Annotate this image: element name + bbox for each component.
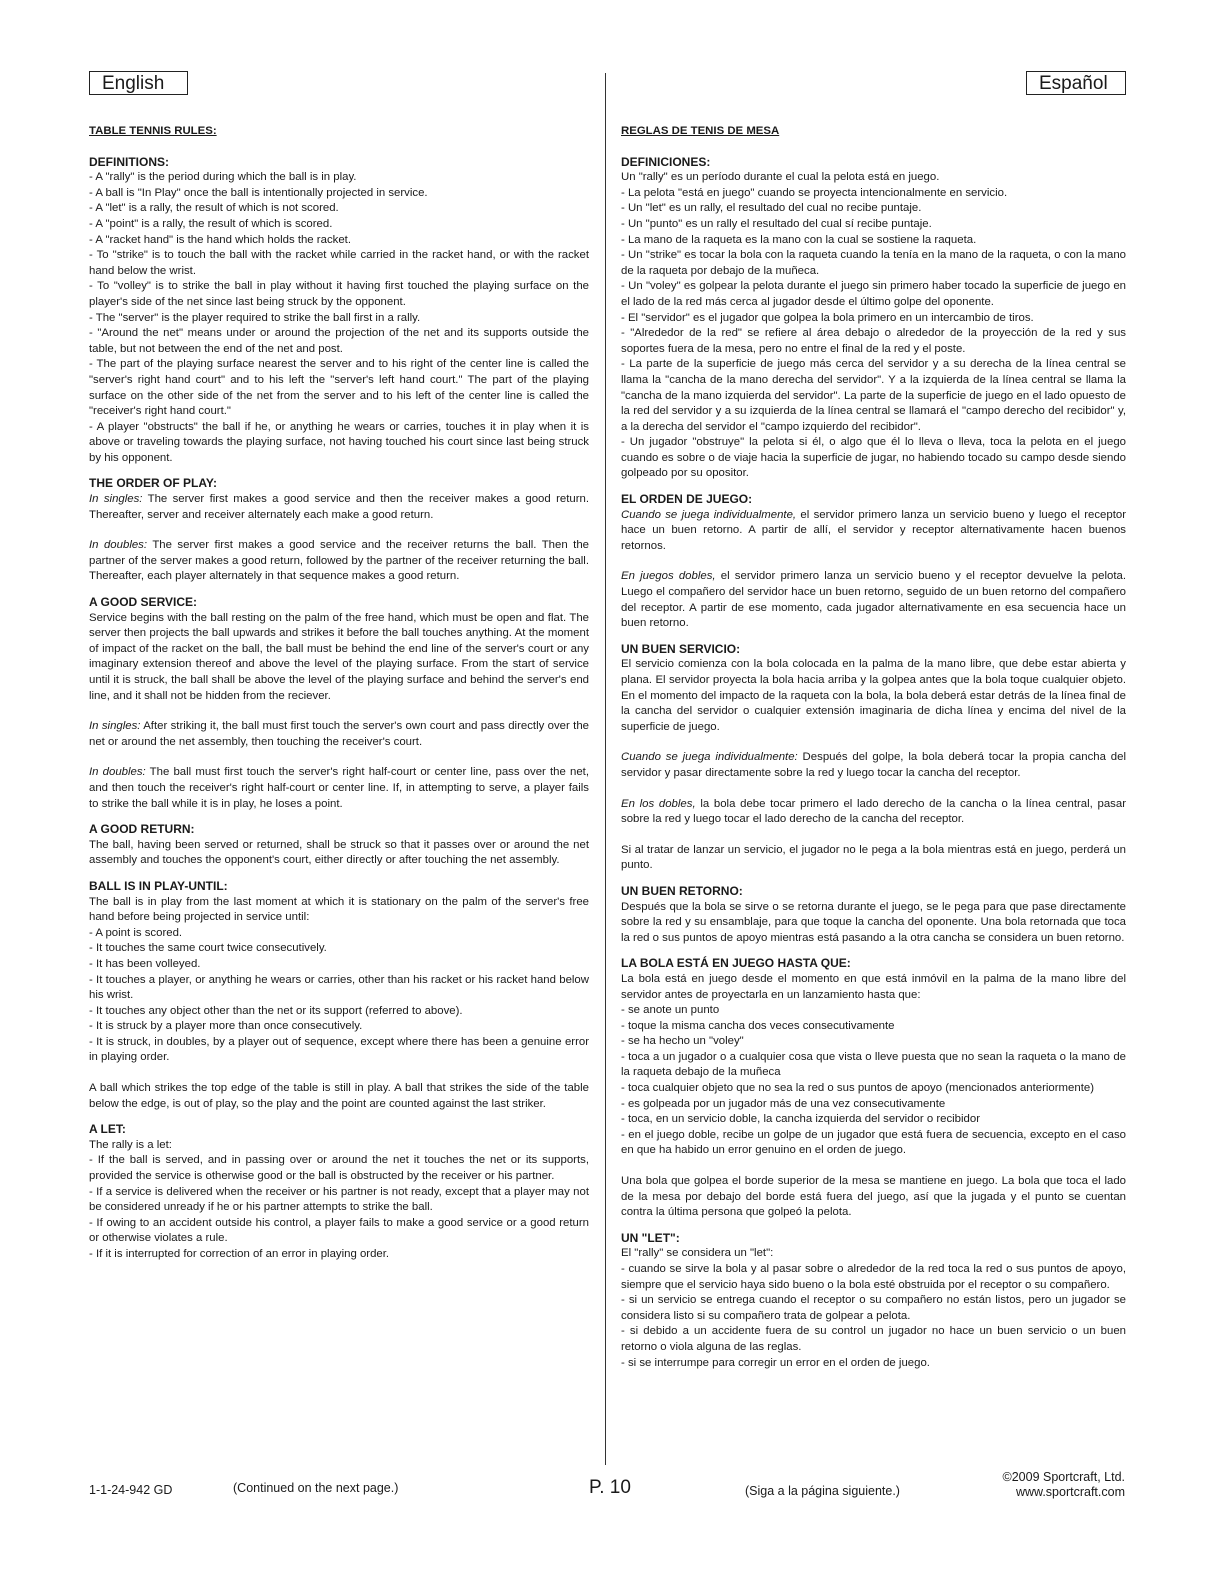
lead-text: el servidor primero lanza un servicio bueno y el receptor devuelve la pelota. Luego el compañero del servidor hace un buen retorno, seguido de un buen retorno del compañero del receptor. A partir de ese momento, cada jugador alternativamente en esa secuencia hace un buen retorno. (621, 570, 1126, 630)
text-line: Service begins with the ball resting on the palm of the free hand, which must be open and flat. The server then projects the ball upwards and strikes it before the ball touches anything. At the moment of impact of the racket on the ball, the ball must be behind the end line of the server's court or any imaginary extension thereof and above the level of the playing surface. From the start of service until it is struck, the ball shall be above the level of the playing surface and behind the server's end line, and it shall not be hidden from the reciever. (89, 611, 589, 702)
paragraph (621, 170, 1126, 482)
text-line: - It touches the same court twice consecutively. (89, 942, 327, 955)
page-number: P. 10 (589, 1477, 631, 1498)
section-heading: A LET: (89, 1122, 126, 1137)
italic-lead: Cuando se juega individualmente: (621, 751, 798, 764)
paragraph (89, 895, 589, 1067)
section (89, 822, 589, 869)
text-line: - A point is scored. (89, 926, 183, 939)
section-heading: UN "LET": (621, 1230, 680, 1245)
paragraph (89, 611, 589, 705)
section-heading: THE ORDER OF PLAY: (89, 476, 218, 491)
text-line: - La mano de la raqueta es la mano con la cual se sostiene la raqueta. (621, 233, 977, 246)
text-line: - Un jugador "obstruye" la pelota si él, o algo que él lo lleva o lleva, toca la pelota en el juego cuando es sobre o de viaje hacia la superficie de jugar, no habiendo tocado su campo desde siendo golpeado por su opositor. (621, 436, 1126, 480)
paragraph (89, 838, 589, 869)
text-line: - If it is interrupted for correction of an error in playing order. (89, 1248, 390, 1260)
text-line: - toca a un jugador o a cualquier cosa que vista o lleve puesta que no sean la raqueta o la mano de la raqueta debajo de la muñeca (621, 1050, 1126, 1079)
text-line (621, 750, 1126, 781)
italic-lead: Cuando se juega individualmente, (621, 508, 797, 521)
section (89, 879, 589, 1112)
paragraph (621, 1174, 1126, 1221)
section (89, 155, 589, 467)
text-line: - Un "strike" es tocar la bola con la raqueta cuando la tenía en la mano de la raqueta, o con la mano de la raqueta por debajo de la muñeca. (621, 249, 1126, 277)
text-line: - The part of the playing surface nearest the server and to his right of the center line is called the "server's right hand court" and to his left the "server's left hand court." The part of the playing surface on the other side of the net from the server and to his left of the center line is called the "receiver's right hand court." (89, 358, 589, 418)
text-line: - si un servicio se entrega cuando el receptor o su compañero no están listos, pero un jugador se considera listo si su compañero trata de golpear a pelota. (621, 1294, 1126, 1322)
text-line: - If owing to an accident outside his control, a player fails to make a good service or a good return or otherwise violates a rule. (89, 1216, 589, 1245)
text-line: - A player "obstructs" the ball if he, or anything he wears or carries, touches it in play when it is above or traveling towards the playing surface, not having touched his court since last being struck by his opponent. (89, 420, 589, 464)
section (621, 956, 1126, 1221)
text-line: Si al tratar de lanzar un servicio, el jugador no le pega a la bola mientras está en juego, perderá un punto. (621, 843, 1126, 872)
text-line: - "Around the net" means under or around the projection of the net and its supports outside the table, but not between the end of the net and post. (89, 327, 589, 355)
lead-text: Después del golpe, la bola deberá tocar la propia cancha del servidor y pasar directamente sobre la red y luego tocar la cancha del receptor. (621, 751, 1126, 779)
text-line: - A "let" is a rally, the result of which is not scored. (89, 202, 339, 215)
section-heading: UN BUEN RETORNO: (621, 883, 743, 898)
continued-note-spanish: (Siga a la página siguiente.) (745, 1484, 900, 1498)
text-line: Después que la bola se sirve o se retorna durante el juego, se le pega para que pase directamente sobre la red y su ensamblaje, para que toque la cancha del oponente. Una bola retornada que toca la red o sus puntos de apoyo mientras está pasando a la otra cancha se considera un buen retorno. (621, 900, 1126, 944)
section (89, 595, 589, 812)
section-heading: A GOOD SERVICE: (89, 595, 198, 610)
text-line: El "rally" se considera un "let": (621, 1247, 774, 1260)
text-line: - To "strike" is to touch the ball with the racket while carried in the racket hand, or with the racket hand below the wrist. (89, 249, 589, 277)
paragraph (89, 170, 589, 466)
continued-note-english: (Continued on the next page.) (233, 1481, 399, 1495)
lead-text: el servidor primero lanza un servicio bueno y luego el receptor hace un buen retorno. A partir de allí, el servidor y receptor alternativamente hacen buenos retornos. (621, 508, 1126, 552)
paragraph (89, 1138, 589, 1263)
spanish-title: REGLAS DE TENIS DE MESA (621, 125, 780, 137)
section (621, 884, 1126, 946)
text-line: - "Alrededor de la red" se refiere al área debajo o alrededor de la proyección de la red y sus soportes fuera de la mesa, pero no entre el final de la red y el poste. (621, 327, 1126, 355)
lead-text: The server first makes a good service and the receiver returns the ball. Then the partner of the server makes a good return, followed by the partner of the receiver returning the ball. Thereafter, each player alternately in that sequence makes a good return. (89, 539, 589, 583)
section (621, 1231, 1126, 1371)
language-label-spanish: Español (1026, 71, 1126, 95)
text-line: Una bola que golpea el borde superior de la mesa se mantiene en juego. La bola que toca el lado de la mesa por debajo del borde está fuera del juego, así que la jugada y el punto se cuentan contra la última persona que golpeó la pelota. (621, 1175, 1126, 1219)
text-line: - toca cualquier objeto que no sea la red o sus puntos de apoyo (mencionados anteriormente) (621, 1082, 1095, 1095)
section-heading: BALL IS IN PLAY-UNTIL: (89, 878, 228, 893)
text-line: - If the ball is served, and in passing over or around the net it touches the net or its supports, provided the service is otherwise good or the ball is obstructed by the receiver or his partner. (89, 1154, 589, 1183)
language-label-english: English (89, 71, 188, 95)
section (621, 155, 1126, 482)
english-column (89, 124, 589, 1273)
text-line: - se anote un punto (621, 1004, 720, 1017)
text-line: - se ha hecho un "voley" (621, 1035, 744, 1048)
text-line: The ball is in play from the last moment at which it is stationary on the palm of the server's free hand before being projected in service until: (89, 895, 589, 924)
italic-lead: In doubles: (89, 766, 146, 779)
text-line (89, 492, 589, 523)
text-line: - cuando se sirve la bola y al pasar sobre o alrededor de la red toca la red o sus puntos de apoyo, siempre que el servicio haya sido bueno o la bola esté obstruida por el receptor o su compañero. (621, 1263, 1126, 1291)
text-line: - It touches a player, or anything he wears or carries, other than his racket or his racket hand below his wrist. (89, 973, 589, 1002)
text-line: - si se interrumpe para corregir un error en el orden de juego. (621, 1356, 930, 1369)
text-line: A ball which strikes the top edge of the table is still in play. A ball that strikes the side of the table below the edge, is out of play, so the play and the point are counted against the last striker. (89, 1082, 589, 1110)
text-line: - toque la misma cancha dos veces consecutivamente (621, 1019, 895, 1032)
section-heading: A GOOD RETURN: (89, 822, 195, 837)
lead-text: la bola debe tocar primero el lado derecho de la cancha o la línea central, pasar sobre la red y luego tocar el lado derecho de la cancha del receptor. (621, 797, 1126, 826)
paragraph (621, 1246, 1126, 1371)
paragraph (89, 492, 589, 523)
column-divider (605, 73, 606, 1465)
text-line: - El "servidor" es el jugador que golpea la bola primero en un intercambio de tiros. (621, 311, 1034, 324)
lead-text: The server first makes a good service and then the receiver makes a good return. Thereafter, server and receiver alternately each make a good return. (89, 493, 589, 521)
italic-lead: In doubles: (89, 539, 148, 552)
website-text: www.sportcraft.com (1015, 1485, 1125, 1499)
document-code: 1-1-24-942 GD (89, 1483, 173, 1497)
text-line (89, 538, 589, 585)
text-line: - A "racket hand" is the hand which holds the racket. (89, 233, 351, 246)
paragraph (89, 719, 589, 750)
text-line: - La parte de la superficie de juego más cerca del servidor y a su derecha de la línea central se llama la "cancha de la mano derecha del servidor". Y a la izquierda de la línea central se llama la "cancha de la mano izquierda del servidor". La parte de la superficie de juego en el lado opuesto de la red del servidor y a su izquierda de la línea central se llamará el "campo derecho del recibidor" y, a la derecha del servidor el "campo izquierdo del recibidor". (621, 358, 1126, 433)
text-line: - It touches any object other than the net or its support (referred to above). (89, 1004, 463, 1017)
text-line: The ball, having been served or returned, shall be struck so that it passes over or around the net assembly and touches the opponent's court, either directly or after touching the net assembly. (89, 838, 589, 867)
text-line (621, 508, 1126, 555)
text-line: - It is struck, in doubles, by a player out of sequence, except where there has been a genuine error in playing order. (89, 1035, 589, 1064)
text-line: La bola está en juego desde el momento en que está inmóvil en la palma de la mano libre del servidor antes de proyectarla en un lanzamiento hasta que: (621, 972, 1126, 1001)
spanish-sections (621, 155, 1126, 1372)
text-line: - Un "let" es un rally, el resultado del cual no recibe puntaje. (621, 202, 922, 215)
paragraph (621, 843, 1126, 874)
text-line: Un "rally" es un período durante el cual la pelota está en juego. (621, 171, 940, 184)
text-line: The rally is a let: (89, 1138, 172, 1151)
text-line: - La pelota "está en juego" cuando se proyecta intencionalmente en servicio. (621, 186, 1008, 199)
section (621, 642, 1126, 874)
text-line: - A "rally" is the period during which the ball is in play. (89, 171, 357, 184)
section (89, 1122, 589, 1262)
lead-text: After striking it, the ball must first touch the server's own court and pass directly over the net or around the net assembly, then touching the receiver's court. (89, 720, 589, 748)
italic-lead: In singles: (89, 493, 143, 506)
text-line (89, 719, 589, 750)
section (89, 476, 589, 585)
text-line: - Un "punto" es un rally el resultado del cual sí recibe puntaje. (621, 217, 932, 230)
text-line: - si debido a un accidente fuera de su control un jugador no hace un buen servicio o un buen retorno o viola alguna de las reglas. (621, 1325, 1126, 1353)
paragraph (621, 750, 1126, 781)
text-line: El servicio comienza con la bola colocada en la palma de la mano libre, que debe estar abierta y plana. El servidor proyecta la bola hacia arriba y la golpea antes que la bola toque cualquier objeto. En el momento del impacto de la raqueta con la bola, la bola deberá estar detrás de la línea final de la cancha del servidor o cualquier extensión imaginaria de dicha línea y encima del nivel de la superficie de juego. (621, 658, 1126, 733)
paragraph (621, 972, 1126, 1159)
text-line (89, 765, 589, 812)
text-line (621, 797, 1126, 828)
paragraph (89, 538, 589, 585)
text-line: - A ball is "In Play" once the ball is intentionally projected in service. (89, 186, 428, 199)
italic-lead: En los dobles, (621, 797, 696, 810)
copyright-block (1003, 1470, 1125, 1500)
text-line: - Un "voley" es golpear la pelota durante el juego sin primero haber tocado la superficie de juego en el lado de la red más cerca al jugador desde el último golpe del oponente. (621, 280, 1126, 308)
text-line: - toca, en un servicio doble, la cancha izquierda del servidor o recibidor (621, 1113, 980, 1126)
paragraph (621, 797, 1126, 828)
paragraph (621, 900, 1126, 947)
text-line: - en el juego doble, recibe un golpe de un jugador que está fuera de secuencia, excepto en el caso en que ha habido un error genuino en el orden de juego. (621, 1128, 1126, 1157)
spanish-column (621, 124, 1126, 1381)
italic-lead: En juegos dobles, (621, 570, 716, 583)
text-line: - es golpeada por un jugador más de una vez consecutivamente (621, 1097, 946, 1110)
text-line: - To "volley" is to strike the ball in play without it having first touched the playing surface on the player's side of the net since last being struck by the opponent. (89, 280, 589, 308)
text-line: - If a service is delivered when the receiver or his partner is not ready, except that a player may not be considered unready if he or his partner attempts to strike the ball. (89, 1185, 589, 1214)
section-heading: DEFINITIONS: (89, 154, 169, 169)
text-line: - The "server" is the player required to strike the ball first in a rally. (89, 311, 421, 324)
english-title: TABLE TENNIS RULES: (89, 125, 217, 137)
paragraph (89, 1081, 589, 1112)
paragraph (89, 765, 589, 812)
paragraph (621, 657, 1126, 735)
copyright-text: ©2009 Sportcraft, Ltd. (1002, 1470, 1125, 1484)
section-heading: EL ORDEN DE JUEGO: (621, 492, 753, 507)
paragraph (621, 569, 1126, 631)
paragraph (621, 508, 1126, 555)
italic-lead: In singles: (89, 720, 141, 733)
text-line (621, 569, 1126, 631)
text-line: - It has been volleyed. (89, 957, 201, 970)
text-line: - A "point" is a rally, the result of which is scored. (89, 217, 333, 230)
section-heading: LA BOLA ESTÁ EN JUEGO HASTA QUE: (621, 956, 851, 971)
section-heading: DEFINICIONES: (621, 154, 711, 169)
section (621, 492, 1126, 632)
english-sections (89, 155, 589, 1263)
text-line: - It is struck by a player more than once consecutively. (89, 1020, 363, 1033)
section-heading: UN BUEN SERVICIO: (621, 641, 741, 656)
lead-text: The ball must first touch the server's right half-court or center line, pass over the net, and then touch the receiver's right half-court or center line. If, in attempting to serve, a player fails to strike the ball while it is in play, he loses a point. (89, 766, 589, 810)
